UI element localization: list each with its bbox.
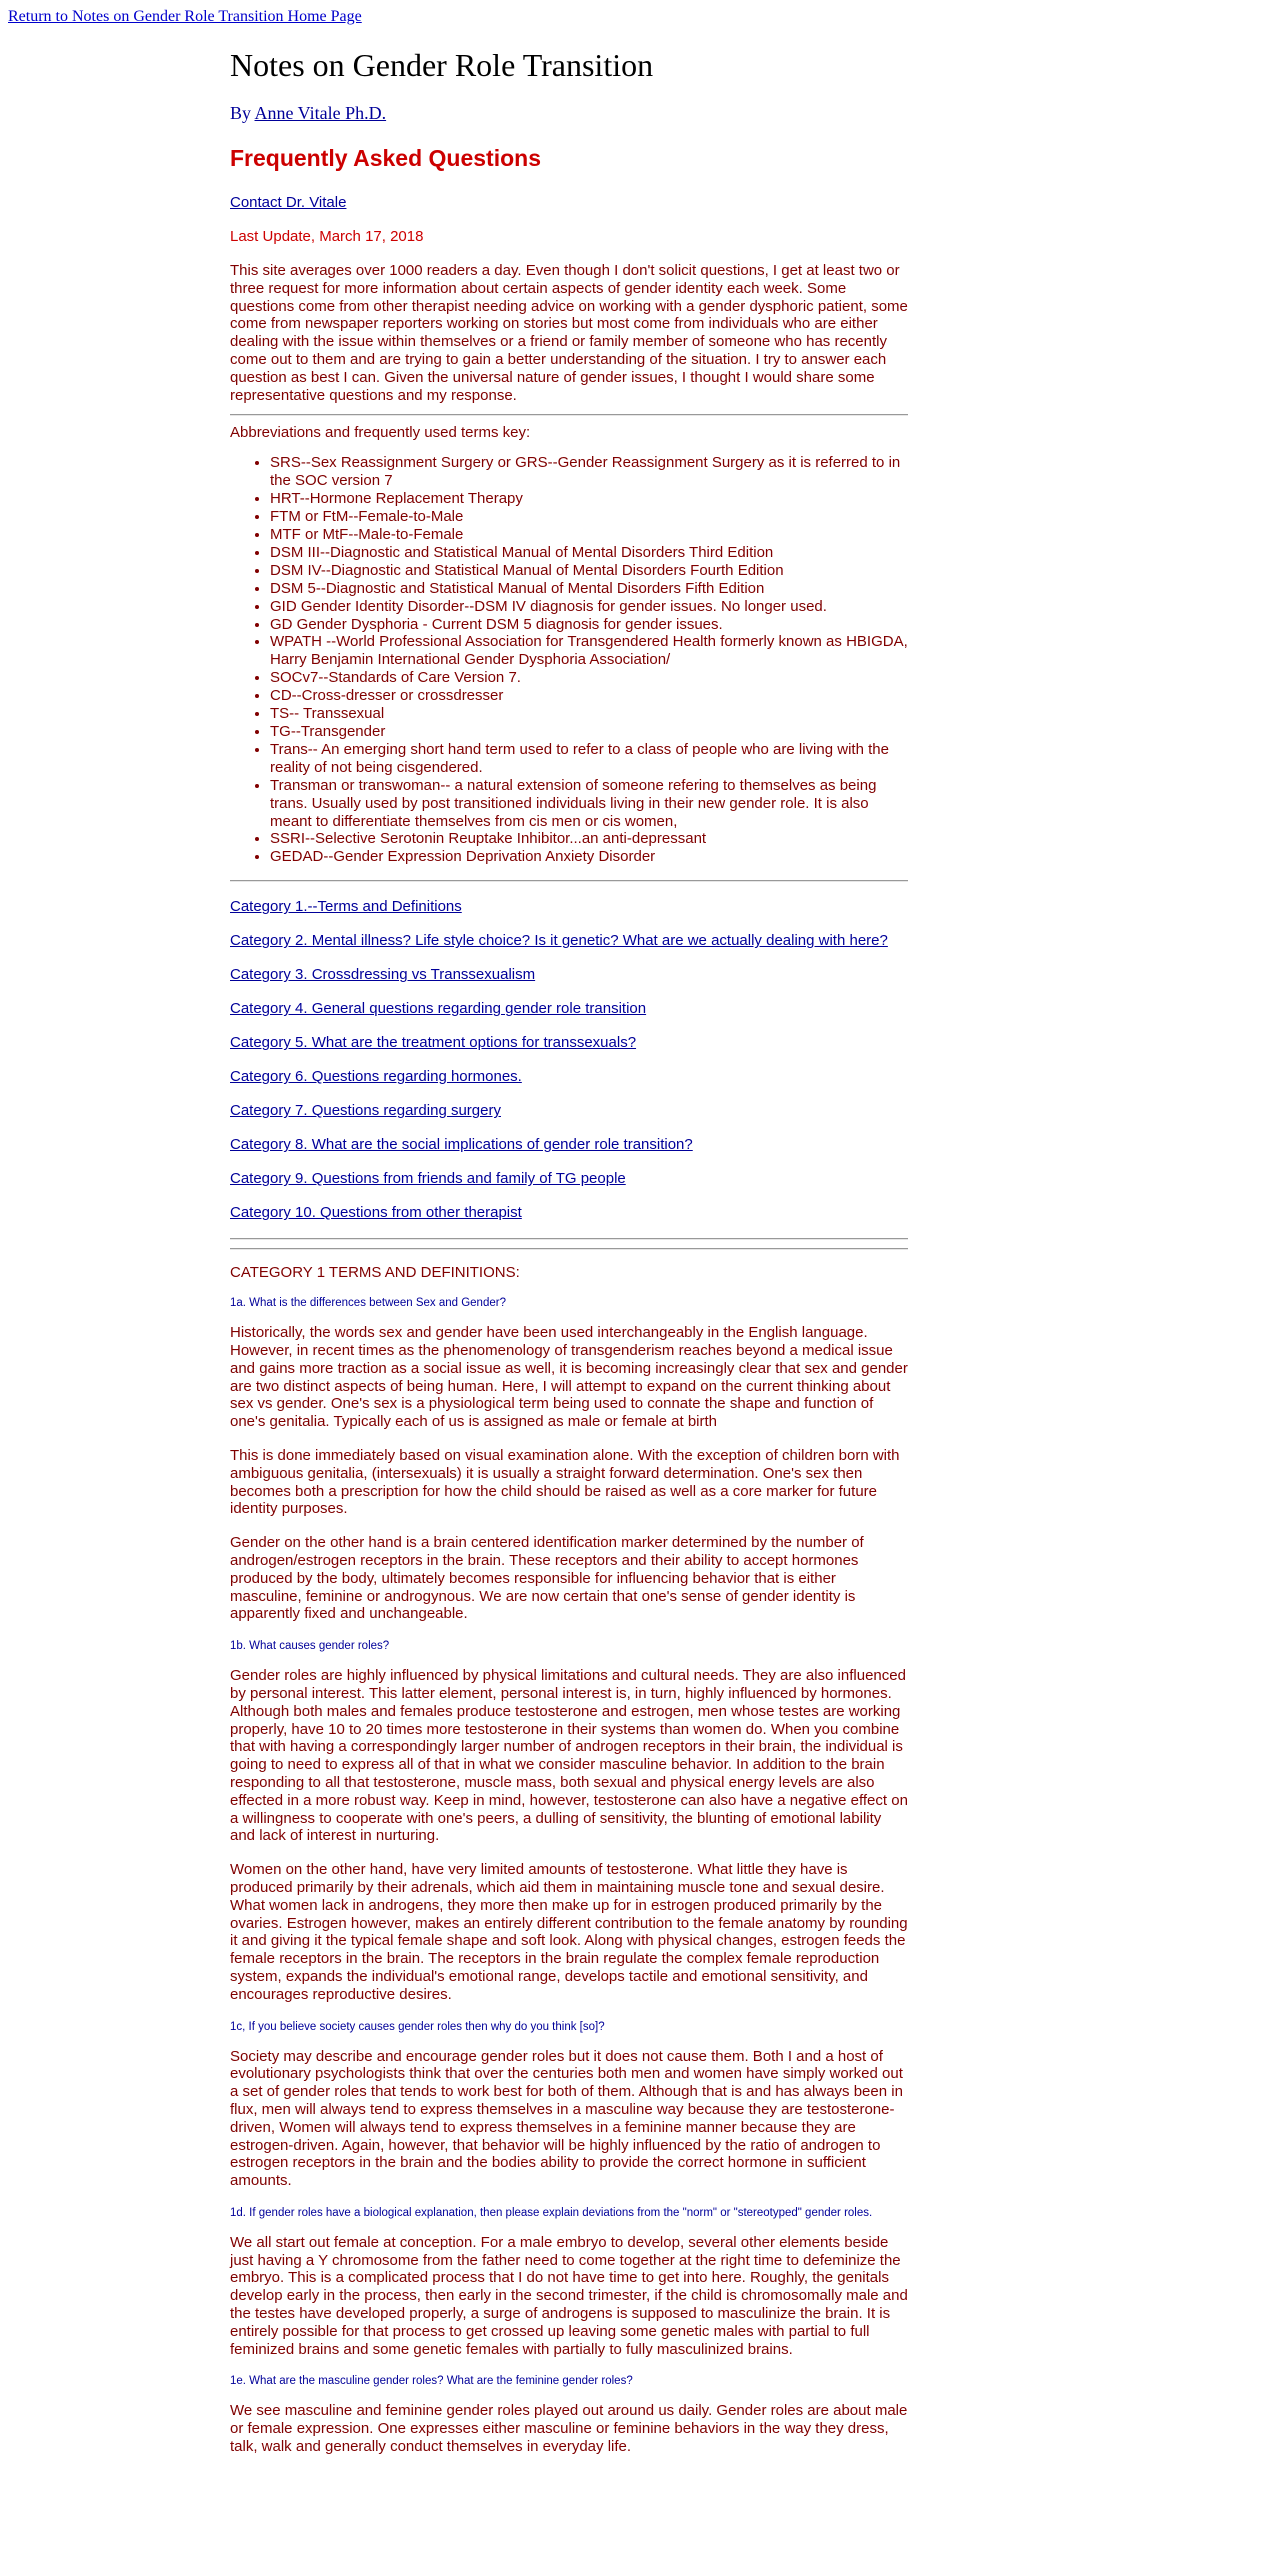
answer-paragraph: We all start out female at conception. For a male embryo to develop, several other elements beside just having a Y chromosome from the father need to come together at the right time to defeminize the embryo. This is a complicated process that I do not have time to get into here. Roughly, the genitals develop early in the process, then early in the second trimester, if the child is chromosomally male and the testes have developed properly, a surge of androgens is supposed to masculinize the brain. It is entirely possible for that process to get crossed up leaving some genetic males with partial to full feminized brains and some genetic females with partially to fully masculinized brains. [230, 2233, 908, 2358]
abbreviation-item: • DSM IV--Diagnostic and Statistical Manual of Mental Disorders Fourth Edition [270, 562, 908, 580]
abbreviation-item: • Transman or transwoman-- a natural extension of someone refering to themselves as being trans. Usually used by post transitioned individuals living in their new gender role. It is also meant to differentiate themselves from cis men or cis women, [270, 777, 908, 831]
abbreviation-item: • SSRI--Selective Serotonin Reuptake Inhibitor...an anti-depressant [270, 830, 908, 848]
divider [230, 880, 908, 882]
abbreviation-item: • HRT--Hormone Replacement Therapy [270, 490, 908, 508]
abbreviation-item: • Trans-- An emerging short hand term used to refer to a class of people who are living with the reality of not being cisgendered. [270, 741, 908, 777]
category-link-row [230, 898, 908, 916]
byline-prefix: By [230, 103, 255, 123]
divider [230, 1238, 908, 1240]
category-9-link[interactable]: Category 9. Questions from friends and family of TG people [230, 1170, 626, 1188]
question-heading: 1d. If gender roles have a biological explanation, then please explain deviations from the "norm" or "stereotyped" gender roles. [230, 2206, 873, 2219]
category-8-link[interactable]: Category 8. What are the social implications of gender role transition? [230, 1136, 693, 1154]
category-links [230, 898, 908, 1222]
category-7-link[interactable]: Category 7. Questions regarding surgery [230, 1102, 501, 1120]
category-link-row [230, 1102, 908, 1120]
question-heading: 1e. What are the masculine gender roles? What are the feminine gender roles? [230, 2375, 633, 2388]
abbreviation-item: • TG--Transgender [270, 723, 908, 741]
category-link-row [230, 966, 908, 984]
question-heading: 1b. What causes gender roles? [230, 1640, 390, 1653]
divider [230, 1248, 908, 1250]
category-5-link[interactable]: Category 5. What are the treatment options for transsexuals? [230, 1034, 637, 1052]
answer-paragraph: Women on the other hand, have very limited amounts of testosterone. What little they have is produced primarily by their adrenals, which aid them in maintaining muscle tone and sexual desire. What women lack in androgens, they more then make up for in estrogen produced primarily by the ovaries. Estrogen however, makes an entirely different contribution to the female anatomy by rounding it and giving it the typical female shape and soft look. Along with physical changes, estrogen feeds the female receptors in the brain. The receptors in the brain regulate the complex female reproduction system, expands the individual's emotional range, develops tactile and emotional sensitivity, and encourages reproductive desires. [230, 1861, 908, 2003]
contact-row [230, 194, 908, 212]
abbreviation-item: • SOCv7--Standards of Care Version 7. [270, 669, 908, 687]
answer-paragraph: Society may describe and encourage gender roles but it does not cause them. Both I and a host of evolutionary psychologists think that over the centuries both men and women have simply worked out a set of gender roles that tends to work best for both of them. Although that is and has always been in flux, men will always tend to express themselves in a masculine way because they are testosterone-driven, Women will always tend to express themselves in a feminine manner because they are estrogen-driven. Again, however, that behavior will be highly influenced by the ratio of androgen to estrogen receptors in the brain and the bodies ability to provide the correct hormone in sufficient amounts. [230, 2047, 903, 2190]
category-1-link[interactable]: Category 1.--Terms and Definitions [230, 898, 462, 916]
last-update: Last Update, March 17, 2018 [230, 228, 424, 245]
abbreviation-item: • CD--Cross-dresser or crossdresser [270, 687, 908, 705]
category-2-link[interactable]: Category 2. Mental illness? Life style choice? Is it genetic? What are we actually dealing with here? [230, 932, 888, 950]
abbreviations-heading: Abbreviations and frequently used terms key: [230, 424, 531, 442]
return-home-link[interactable]: Return to Notes on Gender Role Transition Home Page [8, 8, 362, 25]
category1-sections [230, 1296, 908, 2456]
question-heading: 1c, If you believe society causes gender roles then why do you think [so]? [230, 2020, 605, 2033]
abbreviation-item: • SRS--Sex Reassignment Surgery or GRS--Gender Reassignment Surgery as it is referred to in the SOC version 7 [270, 454, 908, 490]
abbreviation-item: • DSM III--Diagnostic and Statistical Manual of Mental Disorders Third Edition [270, 544, 908, 562]
answer-paragraph: Gender roles are highly influenced by physical limitations and cultural needs. They are also influenced by personal interest. This latter element, personal interest is, in turn, highly influenced by hormones. Although both males and females produce testosterone and estrogen, men whose testes are working properly, have 10 to 20 times more testosterone in their systems than women do. When you combine that with having a correspondingly larger number of androgen receptors in their brain, the individual is going to need to express all of that in what we consider masculine behavior. In addition to the brain responding to all that testosterone, muscle mass, both sexual and physical energy levels are also effected in a more robust way. Keep in mind, however, testosterone can also have a negative effect on a willingness to cooperate with one's peers, a dulling of sensitivity, the blunting of emotional lability and lack of interest in nurturing. [230, 1667, 908, 1845]
category1-heading: CATEGORY 1 TERMS AND DEFINITIONS: [230, 1264, 520, 1282]
answer-paragraph: This is done immediately based on visual examination alone. With the exception of children born with ambiguous genitalia, (intersexuals) it is usually a straight forward determination. One's sex then becomes both a prescription for how the child should be raised as well as a core marker for future identity purposes. [230, 1447, 900, 1518]
category-link-row [230, 1068, 908, 1086]
contact-link[interactable]: Contact Dr. Vitale [230, 194, 347, 211]
abbreviation-item: • TS-- Transsexual [270, 705, 908, 723]
abbreviation-item: • WPATH --World Professional Association for Transgendered Health formerly known as HBIGDA, Harry Benjamin International Gender Dysphoria Association/ [270, 633, 908, 669]
question-heading: 1a. What is the differences between Sex and Gender? [230, 1297, 506, 1310]
answer-paragraph: Historically, the words sex and gender have been used interchangeably in the English language. However, in recent times as the phenomenology of transgenderism reaches beyond a medical issue and gains more traction as a social issue as well, it is becoming increasingly clear that sex and gender are two distinct aspects of being human. Here, I will attempt to expand on the current thinking about sex vs gender. One's sex is a physiological term being used to connate the shape and function of one's genitalia. Typically each of us is assigned as male or female at birth [230, 1324, 908, 1431]
abbreviation-item: • FTM or FtM--Female-to-Male [270, 508, 908, 526]
byline [230, 102, 908, 124]
category-10-link[interactable]: Category 10. Questions from other therapist [230, 1204, 522, 1222]
intro-paragraph: This site averages over 1000 readers a day. Even though I don't solicit questions, I get at least two or three request for more information about certain aspects of gender identity each week. Some questions come from other therapist needing advice on working with a gender dysphoric patient, some come from newspaper reporters working on stories but most come from individuals who are either dealing with the issue within themselves or a friend or family member of someone who has recently come out to them and are trying to gain a better understanding of the situation. I try to answer each question as best I can. Given the universal nature of gender issues, I thought I would share some representative questions and my response. [230, 262, 908, 404]
answer-paragraph: We see masculine and feminine gender roles played out around us daily. Gender roles are about male or female expression. One expresses either masculine or feminine behaviors in the way they dress, talk, walk and generally conduct themselves in everyday life. [230, 2402, 908, 2456]
faq-heading: Frequently Asked Questions [230, 145, 541, 171]
category-link-row [230, 1034, 908, 1052]
author-link[interactable]: Anne Vitale Ph.D. [254, 103, 387, 123]
category-link-row [230, 932, 908, 950]
category-6-link[interactable]: Category 6. Questions regarding hormones. [230, 1068, 522, 1086]
answer-paragraph: Gender on the other hand is a brain centered identification marker determined by the number of androgen/estrogen receptors in the brain. These receptors and their ability to accept hormones produced by the body, ultimately becomes responsible for influencing behavior that is either masculine, feminine or androgynous. We are now certain that one's sense of gender identity is apparently fixed and unchangeable. [230, 1534, 864, 1623]
category-link-row [230, 1204, 908, 1222]
abbreviation-item: • GEDAD--Gender Expression Deprivation Anxiety Disorder [270, 848, 908, 866]
abbreviation-item: • DSM 5--Diagnostic and Statistical Manual of Mental Disorders Fifth Edition [270, 580, 908, 598]
abbreviation-item: • GID Gender Identity Disorder--DSM IV diagnosis for gender issues. No longer used. [270, 598, 908, 616]
abbreviation-item: • MTF or MtF--Male-to-Female [270, 526, 908, 544]
abbreviations-list [230, 454, 908, 866]
page-title: Notes on Gender Role Transition [230, 47, 654, 83]
divider [230, 414, 908, 416]
category-3-link[interactable]: Category 3. Crossdressing vs Transsexualism [230, 966, 536, 984]
abbreviation-item: • GD Gender Dysphoria - Current DSM 5 diagnosis for gender issues. [270, 616, 908, 634]
category-4-link[interactable]: Category 4. General questions regarding gender role transition [230, 1000, 647, 1018]
category-link-row [230, 1136, 908, 1154]
category-link-row [230, 1170, 908, 1188]
category-link-row [230, 1000, 908, 1018]
main-content [230, 46, 908, 2472]
